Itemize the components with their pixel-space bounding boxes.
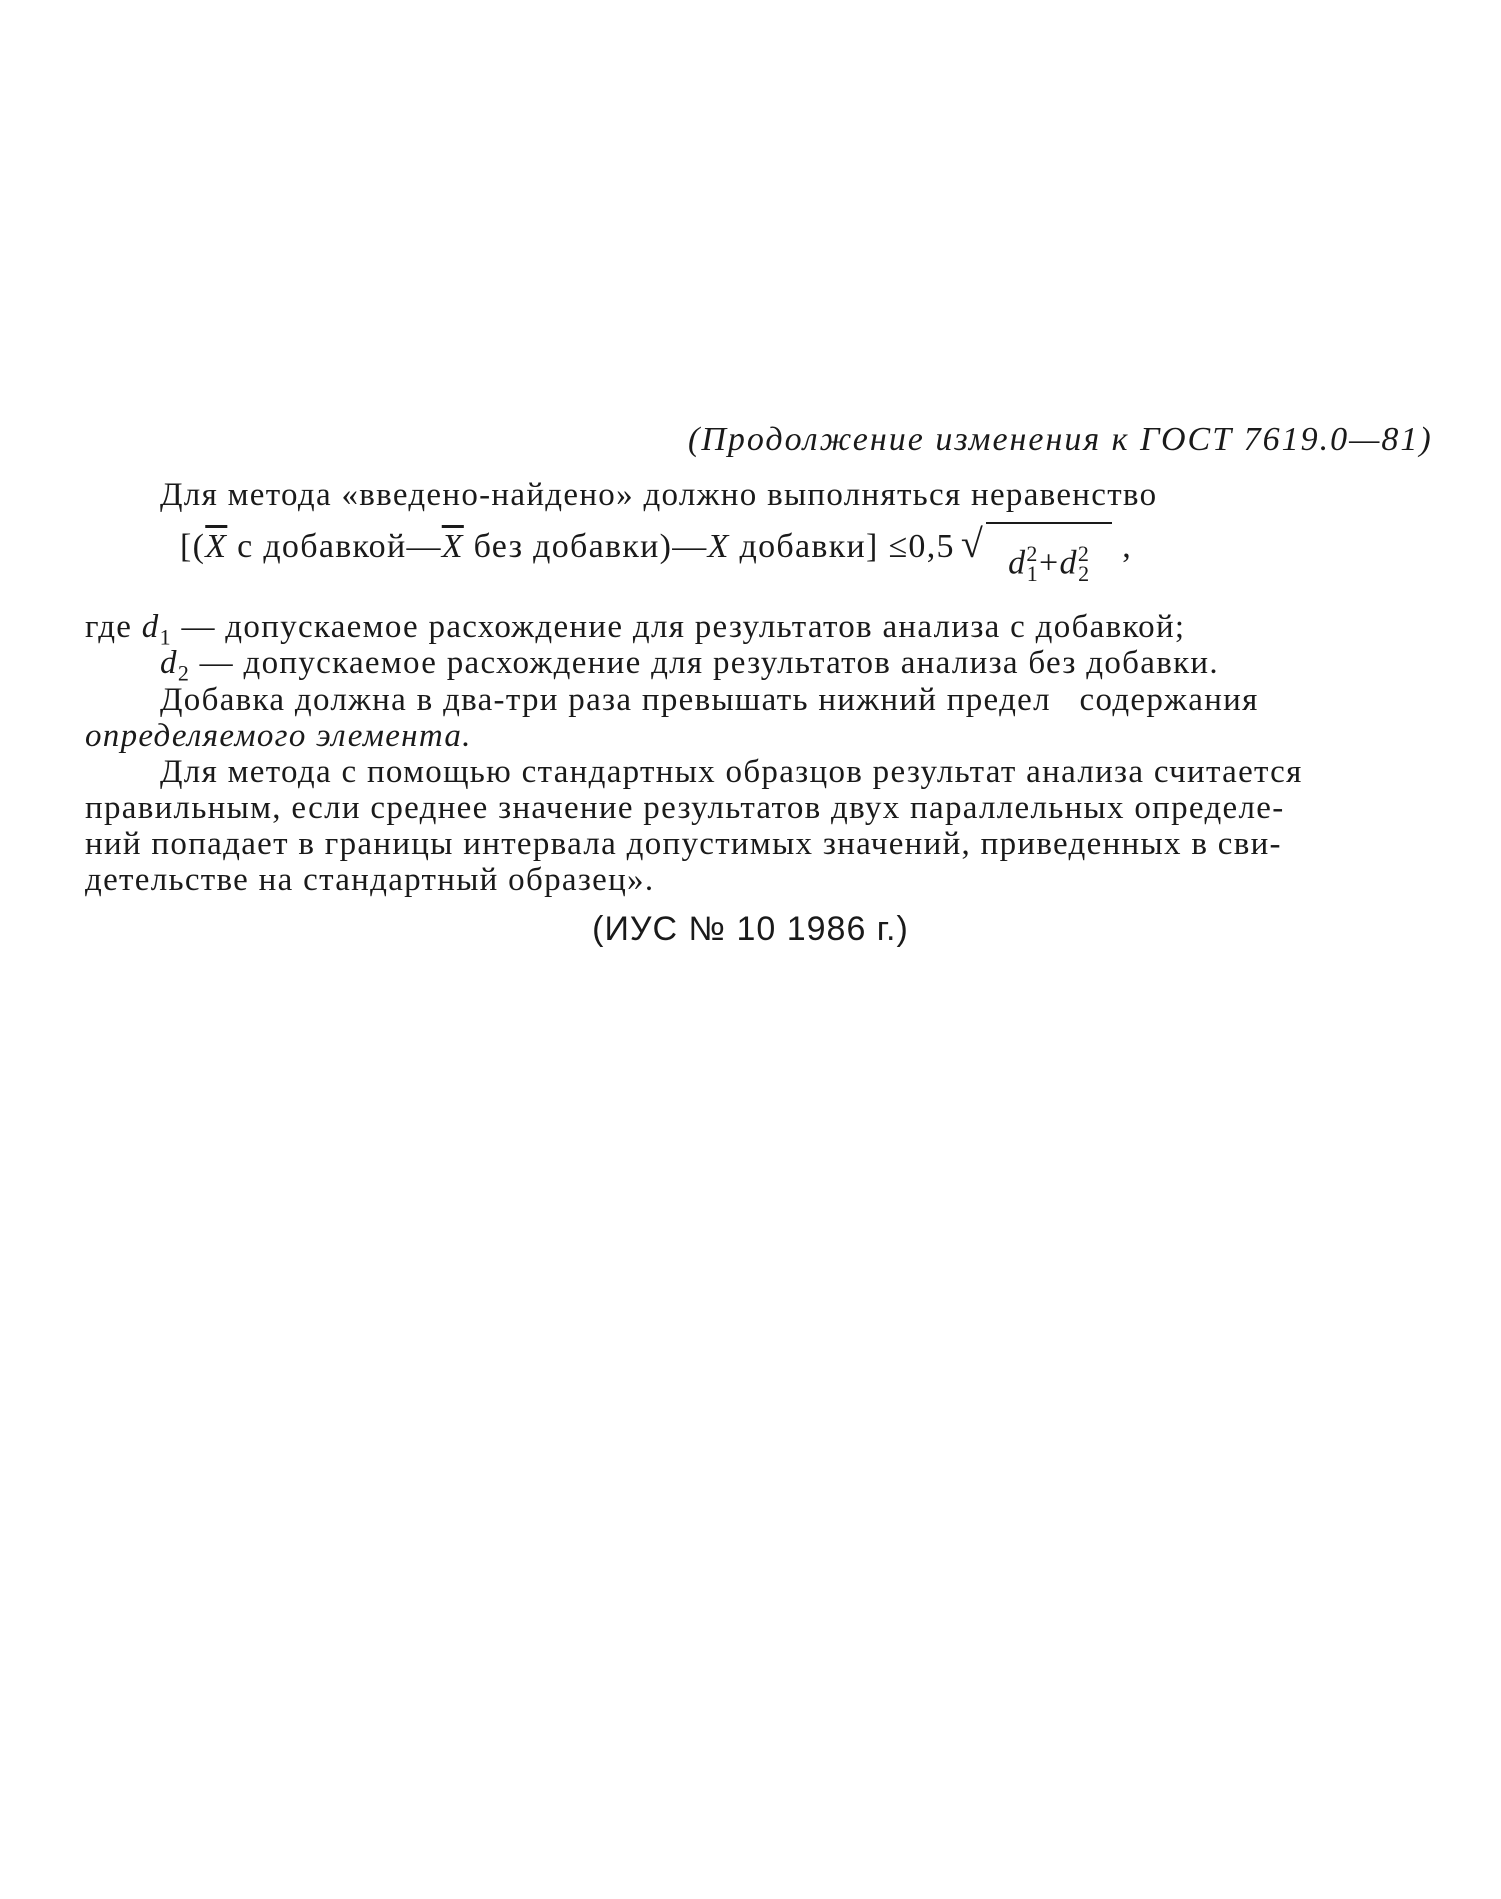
para3-line4: детельстве на стандартный образец».	[85, 862, 655, 898]
formula-open: [(	[180, 528, 206, 565]
formula-sqrt	[955, 522, 1113, 596]
para3-line2: правильным, если среднее значение результатов двух параллельных определе-	[85, 790, 1285, 826]
d2-subscript: 2	[177, 660, 191, 686]
radicand-d1: d	[1008, 544, 1027, 582]
formula-part1: с добавкой—	[227, 528, 442, 565]
d2-variable: d	[160, 645, 178, 681]
radicand-d1-sup: 2	[1026, 541, 1039, 566]
para3-line3: ний попадает в границы интервала допустимых значений, приведенных в сви-	[85, 826, 1282, 862]
header-note: (Продолжение изменения к ГОСТ 7619.0—81)	[688, 421, 1433, 458]
radicand-d1-sub: 1	[1026, 561, 1040, 587]
d1-variable: d	[141, 609, 160, 645]
formula-x-without: $\overline{X}$	[441, 528, 464, 565]
where-label: где	[85, 609, 142, 645]
formula-x-with: $\overline{X}$	[205, 528, 228, 565]
radicand-d2: d	[1059, 544, 1078, 582]
para2-line2: определяемого элемента.	[85, 718, 472, 754]
para3-line1: Для метода с помощью стандартных образцов результат анализа считается	[160, 754, 1303, 790]
formula-trail: ,	[1112, 528, 1133, 565]
radicand-d2-sup: 2	[1077, 541, 1091, 566]
d1-definition: — допускаемое расхождение для результатов анализа с добавкой;	[171, 609, 1186, 645]
intro-line: Для метода «введено-найдено» должно выполняться неравенство	[160, 477, 1158, 513]
inequality-formula	[180, 522, 1132, 596]
formula-radicand	[986, 522, 1112, 596]
radicand-plus: +	[1039, 544, 1060, 582]
d1-subscript: 1	[159, 624, 172, 650]
formula-part2: без добавки)—	[463, 528, 708, 565]
d2-definition: — допускаемое расхождение для результатов анализа без добавки.	[190, 645, 1219, 681]
radicand-d2-sub: 2	[1078, 561, 1091, 587]
formula-part3: добавки] ≤0,5	[729, 528, 955, 565]
para2-line1: Добавка должна в два-три раза превышать нижний предел содержания	[160, 682, 1259, 718]
formula-x-additive: X	[707, 528, 730, 565]
sqrt-sign: √	[960, 521, 985, 566]
footer-source: (ИУС № 10 1986 г.)	[592, 910, 909, 948]
